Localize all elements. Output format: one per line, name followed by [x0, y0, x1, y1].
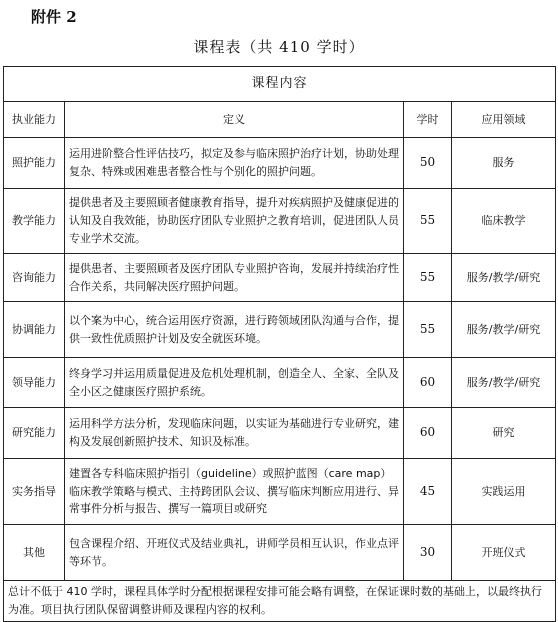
column-header-ability: 执业能力: [4, 102, 65, 138]
document-title: 课程表（共 410 学时）: [193, 38, 365, 56]
ability-cell: 领导能力: [4, 358, 65, 408]
definition-cell: 包含课程介绍、开班仪式及结业典礼，讲师学员相互认识，作业点评等环节。: [65, 525, 404, 581]
definition-cell: 终身学习并运用质量促进及危机处理机制，创造全人、全家、全队及全小区之健康医疗照护系统。: [65, 358, 404, 408]
table-row: [4, 525, 556, 581]
definition-cell: 提供患者及主要照顾者健康教育指导，提升对疾病照护及健康促进的认知及自我效能，协助医疗团队专业照护之教育培训，促进团队人员专业学术交流。: [65, 189, 404, 254]
column-header-hours: 学时: [404, 102, 452, 138]
field-cell: 服务/教学/研究: [452, 254, 556, 302]
table-row: [4, 189, 556, 254]
hours-cell: 55: [404, 189, 452, 254]
field-cell: 服务: [452, 138, 556, 189]
attachment-label: 附件 2: [31, 8, 77, 26]
field-cell: 研究: [452, 408, 556, 459]
definition-cell: 运用进阶整合性评估技巧，拟定及参与临床照护治疗计划，协助处理复杂、特殊或困难患者整合性与个别化的照护问题。: [65, 138, 404, 189]
hours-cell: 55: [404, 254, 452, 302]
ability-cell: 教学能力: [4, 189, 65, 254]
field-cell: 临床教学: [452, 189, 556, 254]
table-row: [4, 358, 556, 408]
hours-cell: 55: [404, 302, 452, 358]
table-column-header-row: [4, 102, 556, 138]
table-footnote-row: [4, 581, 556, 622]
hours-cell: 60: [404, 358, 452, 408]
hours-cell: 30: [404, 525, 452, 581]
table-row: [4, 138, 556, 189]
ability-cell: 咨询能力: [4, 254, 65, 302]
column-header-field: 应用领域: [452, 102, 556, 138]
field-cell: 服务/教学/研究: [452, 358, 556, 408]
field-cell: 服务/教学/研究: [452, 302, 556, 358]
table-row: [4, 302, 556, 358]
ability-cell: 协调能力: [4, 302, 65, 358]
footnote-cell: 总计不低于 410 学时，课程具体学时分配根据课程安排可能会略有调整，在保证课时数的基础上，以最终执行为准。项目执行团队保留调整讲师及课程内容的权利。: [4, 581, 556, 622]
field-cell: 开班仪式: [452, 525, 556, 581]
hours-cell: 60: [404, 408, 452, 459]
field-cell: 实践运用: [452, 459, 556, 525]
ability-cell: 其他: [4, 525, 65, 581]
ability-cell: 研究能力: [4, 408, 65, 459]
course-table: [3, 66, 556, 622]
ability-cell: 照护能力: [4, 138, 65, 189]
table-row: [4, 254, 556, 302]
main-header-cell: 课程内容: [4, 67, 556, 102]
table-row: [4, 408, 556, 459]
hours-cell: 50: [404, 138, 452, 189]
definition-cell: 以个案为中心，统合运用医疗资源，进行跨领域团队沟通与合作，提供一致性优质照护计划及安全就医环境。: [65, 302, 404, 358]
hours-cell: 45: [404, 459, 452, 525]
column-header-definition: 定义: [65, 102, 404, 138]
definition-cell: 建置各专科临床照护指引（guideline）或照护蓝图（care map）临床教学策略与模式、主持跨团队会议、撰写临床判断应用进行、异常事件分析与报告、撰写一篇项目或研究: [65, 459, 404, 525]
table-main-header-row: [4, 67, 556, 102]
table-row: [4, 459, 556, 525]
ability-cell: 实务指导: [4, 459, 65, 525]
definition-cell: 提供患者、主要照顾者及医疗团队专业照护咨询，发展并持续治疗性合作关系，共同解决医疗照护问题。: [65, 254, 404, 302]
definition-cell: 运用科学方法分析，发现临床问题，以实证为基础进行专业研究，建构及发展创新照护技术、知识及标准。: [65, 408, 404, 459]
